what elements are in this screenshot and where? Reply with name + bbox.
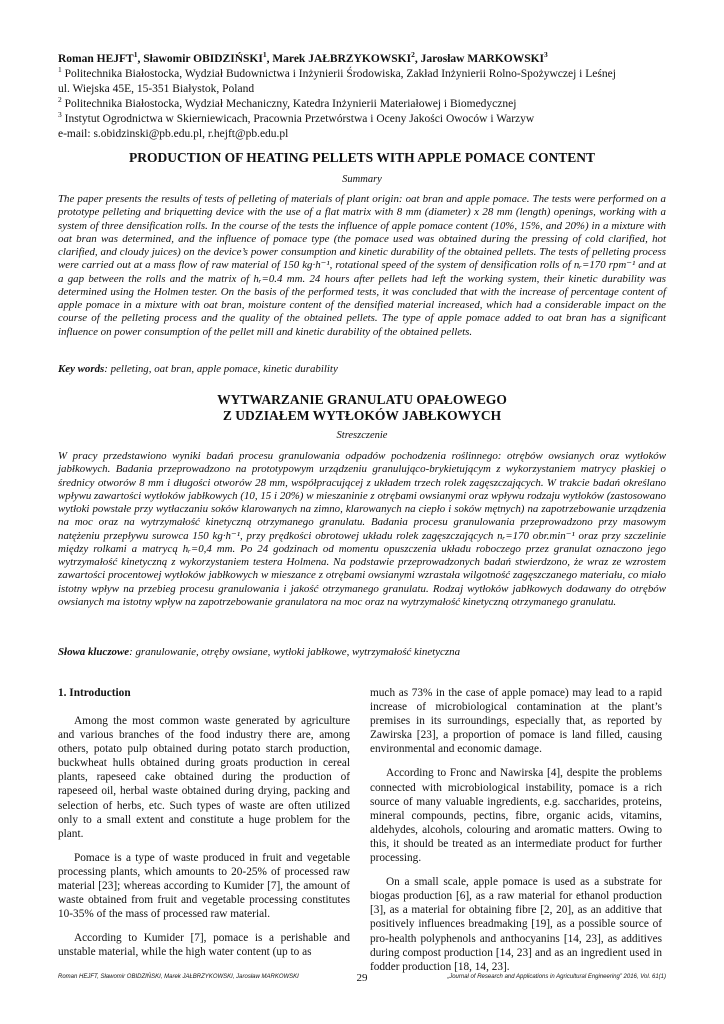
body-paragraph: Pomace is a type of waste produced in fruit and vegetable processing plants, which amounts to 20-25% of processed raw material [23]; whereas according to Kumider [7], the amount of waste obtained from fruit and vegetable processing constitutes 10-35% of the mass of processed raw material.: [58, 851, 350, 921]
affiliation-1-address: ul. Wiejska 45E, 15-351 Białystok, Poland: [58, 83, 255, 95]
footer-journal: „Journal of Research and Applications in Agricultural Engineering” 2016, Vol. 61(1): [447, 974, 666, 980]
body-column-left: [58, 686, 350, 960]
streszczenie-heading: Streszczenie: [336, 430, 388, 441]
intro-heading: 1. Introduction: [58, 687, 131, 699]
keywords-en: [58, 363, 666, 376]
author-list: [58, 52, 666, 67]
slowa-list: : granulowanie, otręby owsiane, wytłoki jabłkowe, wytrzymałość kinetyczna: [129, 646, 461, 658]
body-paragraph: According to Fronc and Nawirska [4], despite the problems connected with microbiological instability, pomace is a rich source of many valuable ingredients, e.g. saccharides, proteins, mineral compounds, pectins, fibre, organic acids, vitamins, aldehydes, alcohols, colouring and aromatic matters. Owing to this, it should be treated as an intermediate product for further processing.: [370, 767, 662, 865]
author: Sławomir OBIDZIŃSKI$^1$,: [143, 50, 273, 65]
paper-title-pl-line1: WYTWARZANIE GRANULATU OPAŁOWEGO: [217, 392, 507, 407]
affiliation-3: $^3$ Instytut Ogrodnictwa w Skierniewicach, Pracownia Przetwórstwa i Oceny Jakości Owoców i Warzyw: [58, 110, 535, 125]
summary-text: The paper presents the results of tests of pelleting of materials of plant origin: oat bran and apple pomace. The tests were performed on a prototype pelleting and briquetting device with the use of a flat matrix with 8 mm (diameter) x 28 mm (length) openings, working with a system of three densification rolls. In the course of the tests the influence of apple pomace content (10%, 15%, and 20%) in a mixture with oat bran was determined, and the influence of pomace type (the pomace used was obtained during the pressing of cold clarified, hot clarified, and cloudy juices) on the device’s power consumption and kinetic durability of the obtained pellets. The tests of pelleting process were carried out at a mass flow of raw material of 150 kg·h⁻¹, rotational speed of the system of densification rolls of nᵣ=170 rpm⁻¹ and at a gap between the rolls and the matrix of hᵣ=0.4 mm. 24 hours after pellets had left the working system, their kinetic durability was determined using the Holmen tester. On the basis of the performed tests, it was concluded that with the increase of percentage content of apple pomace in a mixture with oat bran, moisture content of the densified material increased, which had a considerable impact on the course of the pelleting process and the quality of the obtained pellets. The type of apple pomace added to oat bran has a significant influence on power consumption of the pellet mill and kinetic durability of the obtained pellets.: [58, 193, 666, 338]
body-paragraph: According to Kumider [7], pomace is a perishable and unstable material, while the high water content (up to as: [58, 932, 350, 959]
slowa-label: Słowa kluczowe: [58, 646, 130, 658]
paper-title-en: PRODUCTION OF HEATING PELLETS WITH APPLE POMACE CONTENT: [129, 150, 595, 165]
paper-title-pl-line2: Z UDZIAŁEM WYTŁOKÓW JABŁKOWYCH: [222, 408, 502, 423]
author: Roman HEJFT$^1$,: [58, 50, 144, 65]
body-paragraph: much as 73% in the case of apple pomace) may lead to a rapid increase of microbiological contamination at the plant’s premises in its surroundings, especially that, as reported by Zawirska [23], a proportion of pomace is land filled, causing environmental and economic damage.: [370, 687, 662, 756]
page-footer: [58, 972, 666, 988]
streszczenie-text: W pracy przedstawiono wyniki badań procesu granulowania odpadów pochodzenia roślinnego: otrębów owsianych oraz wytłoków jabłkowych. Badania przeprowadzono na prototypowym urządzeniu granulująco-brykietującym z wykorzystaniem matrycy płaskiej o średnicy otworów 8 mm i długości otworów 28 mm, współpracującej z układem trzech rolek zagęszczających. W trakcie badań określano wpływu zawartości wytłoków jabłkowych (10, 15 i 20%) w mieszaninie z otrębami owsianymi oraz wpływu rodzaju wytłoków (zastosowano wytłoki powstałe przy wytłaczaniu soków klarowanych na zimno, klarowanych na ciepło i soków mętnych) na zapotrzebowanie urządzenia na moc oraz na wytrzymałość kinetyczną otrzymanego granulatu. Badania procesu granulowania przeprowadzono przy masowym natężeniu przepływu surowca 150 kg·h⁻¹, przy prędkości obrotowej układu rolek zagęszczających nᵣ=170 obr.min⁻¹ oraz przy szczelinie między rolkami a matrycą hᵣ=0,4 mm. Po 24 godzinach od momentu opuszczenia układu roboczego przez granulat oznaczono jego wytrzymałość kinetyczną z wykorzystaniem testera Holmena. Na podstawie przeprowadzonych badań stwierdzono, że wraz ze wzrostem zawartości procentowej wytłoków jabłkowych w mieszance z otrębami owsianymi wzrastała wilgotność zagęszczanego materiału, co miało istotny wpływ na przebieg procesu granulowania i jakość otrzymanego granulatu. Rodzaj wytłoków jabłkowych dodawany do otrębów owsianych ma istotny wpływ na zapotrzebowanie granulatora na moc oraz na wytrzymałość kinetyczną otrzymanego granulatu.: [58, 450, 666, 608]
keywords-pl: [58, 646, 666, 659]
summary-heading: Summary: [342, 174, 382, 185]
body-column-right: [370, 686, 662, 974]
author: Jarosław MARKOWSKI$^3$: [420, 50, 548, 65]
paper-title-pl: [58, 392, 666, 424]
paper-page: [58, 0, 666, 1024]
keywords-list: : pelleting, oat bran, apple pomace, kinetic durability: [104, 363, 338, 375]
contact-email: e-mail: s.obidzinski@pb.edu.pl, r.hejft@pb.edu.pl: [58, 128, 289, 140]
footer-authors: Roman HEJFT, Sławomir OBIDZIŃSKI, Marek JAŁBRZYKOWSKI, Jarosław MARKOWSKI: [58, 974, 299, 980]
author-block: [58, 52, 666, 142]
author: Marek JAŁBRZYKOWSKI$^2$,: [272, 50, 421, 65]
page-number: 29: [356, 972, 368, 984]
body-paragraph: On a small scale, apple pomace is used as a substrate for biogas production [6], as a raw material for ethanol production [3], as a material for obtaining fibre [2, 20], as an additive that positively influences breadmaking [19], as a possible source of pro-health polyphenols and anthocyanins [14, 23], as additives during compost production [14, 23] and as an ingredient used in fodder production [18, 14, 23].: [370, 876, 662, 973]
body-paragraph: Among the most common waste generated by agriculture and various branches of the food industry there are, among others, potato pulp obtained during potato starch production, buckwheat hulls obtained during groats production in cereal plants, rapeseed cake obtained during the production of rapeseed oil, herbal waste obtained during drying, packing and selection of herbs, etc. Such types of waste are often utilized only to a small extent and constitute a huge problem for the plant.: [58, 715, 350, 840]
affiliation-1: $^1$ Politechnika Białostocka, Wydział Budownictwa i Inżynierii Środowiska, Zakład Inżynierii Rolno-Spożywczej i Leśnej: [58, 65, 616, 80]
affiliation-2: $^2$ Politechnika Białostocka, Wydział Mechaniczny, Katedra Inżynierii Materiałowej i Biomedycznej: [58, 95, 517, 110]
keywords-label: Key words: [58, 363, 105, 375]
